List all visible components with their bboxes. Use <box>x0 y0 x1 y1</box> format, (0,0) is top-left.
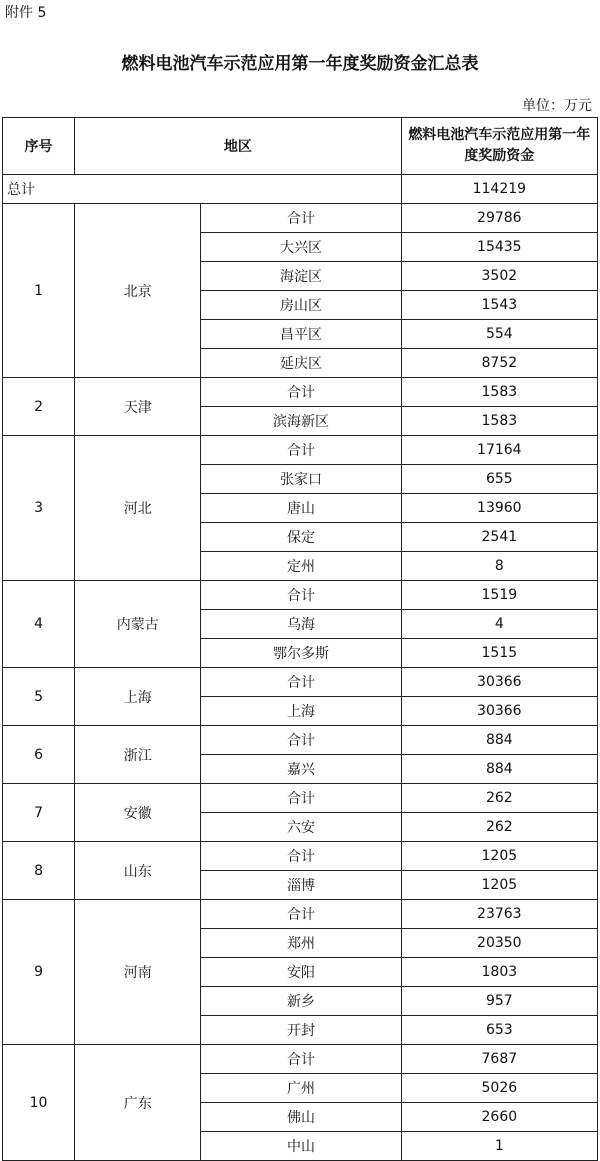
amount-value: 3502 <box>401 262 597 291</box>
group-number: 1 <box>3 204 75 378</box>
amount-value: 1205 <box>401 871 597 900</box>
subregion-name: 滨海新区 <box>201 407 401 436</box>
group-number: 7 <box>3 784 75 842</box>
group-number: 5 <box>3 668 75 726</box>
amount-value: 23763 <box>401 900 597 929</box>
amount-value: 30366 <box>401 668 597 697</box>
amount-value: 4 <box>401 610 597 639</box>
amount-value: 30366 <box>401 697 597 726</box>
subregion-name: 房山区 <box>201 291 401 320</box>
subregion-name: 合计 <box>201 1045 401 1074</box>
subregion-name: 合计 <box>201 726 401 755</box>
subregion-name: 鄂尔多斯 <box>201 639 401 668</box>
amount-value: 15435 <box>401 233 597 262</box>
province-name: 河南 <box>75 900 201 1045</box>
province-name: 安徽 <box>75 784 201 842</box>
amount-value: 1543 <box>401 291 597 320</box>
province-name: 山东 <box>75 842 201 900</box>
group-number: 2 <box>3 378 75 436</box>
amount-value: 884 <box>401 755 597 784</box>
amount-value: 29786 <box>401 204 597 233</box>
subregion-name: 嘉兴 <box>201 755 401 784</box>
subregion-name: 新乡 <box>201 987 401 1016</box>
amount-value: 17164 <box>401 436 597 465</box>
amount-value: 655 <box>401 465 597 494</box>
amount-value: 884 <box>401 726 597 755</box>
subregion-name: 开封 <box>201 1016 401 1045</box>
subregion-name: 佛山 <box>201 1103 401 1132</box>
amount-value: 5026 <box>401 1074 597 1103</box>
column-header-amount: 燃料电池汽车示范应用第一年度奖励资金 <box>401 118 597 175</box>
group-number: 10 <box>3 1045 75 1161</box>
table-row <box>3 784 598 813</box>
subregion-name: 合计 <box>201 900 401 929</box>
subregion-name: 昌平区 <box>201 320 401 349</box>
subregion-name: 海淀区 <box>201 262 401 291</box>
province-name: 内蒙古 <box>75 581 201 668</box>
amount-value: 554 <box>401 320 597 349</box>
province-name: 北京 <box>75 204 201 378</box>
column-header-region: 地区 <box>75 118 402 175</box>
province-name: 浙江 <box>75 726 201 784</box>
subregion-name: 上海 <box>201 697 401 726</box>
table-row <box>3 668 598 697</box>
funding-table <box>2 117 598 1161</box>
table-row <box>3 1045 598 1074</box>
subregion-name: 合计 <box>201 436 401 465</box>
amount-value: 653 <box>401 1016 597 1045</box>
attachment-label: 附件 5 <box>5 5 47 21</box>
total-value: 114219 <box>401 175 597 204</box>
subregion-name: 唐山 <box>201 494 401 523</box>
group-number: 4 <box>3 581 75 668</box>
amount-value: 8752 <box>401 349 597 378</box>
amount-value: 20350 <box>401 929 597 958</box>
subregion-name: 延庆区 <box>201 349 401 378</box>
subregion-name: 郑州 <box>201 929 401 958</box>
subregion-name: 保定 <box>201 523 401 552</box>
amount-value: 1803 <box>401 958 597 987</box>
table-row <box>3 726 598 755</box>
group-number: 3 <box>3 436 75 581</box>
subregion-name: 安阳 <box>201 958 401 987</box>
table-row <box>3 204 598 233</box>
subregion-name: 合计 <box>201 378 401 407</box>
subregion-name: 张家口 <box>201 465 401 494</box>
table-row <box>3 900 598 929</box>
subregion-name: 广州 <box>201 1074 401 1103</box>
subregion-name: 合计 <box>201 784 401 813</box>
subregion-name: 合计 <box>201 204 401 233</box>
group-number: 9 <box>3 900 75 1045</box>
amount-value: 262 <box>401 813 597 842</box>
subregion-name: 中山 <box>201 1132 401 1161</box>
province-name: 天津 <box>75 378 201 436</box>
amount-value: 13960 <box>401 494 597 523</box>
amount-value: 2660 <box>401 1103 597 1132</box>
subregion-name: 定州 <box>201 552 401 581</box>
table-row <box>3 581 598 610</box>
province-name: 河北 <box>75 436 201 581</box>
total-row <box>3 175 598 204</box>
total-label: 总计 <box>3 175 402 204</box>
group-number: 6 <box>3 726 75 784</box>
amount-value: 262 <box>401 784 597 813</box>
amount-value: 1519 <box>401 581 597 610</box>
amount-value: 1583 <box>401 378 597 407</box>
unit-label: 单位：万元 <box>522 98 592 114</box>
province-name: 广东 <box>75 1045 201 1161</box>
table-header-row <box>3 118 598 175</box>
subregion-name: 六安 <box>201 813 401 842</box>
table-row <box>3 378 598 407</box>
table-row <box>3 842 598 871</box>
subregion-name: 乌海 <box>201 610 401 639</box>
amount-value: 1583 <box>401 407 597 436</box>
table-row <box>3 436 598 465</box>
amount-value: 957 <box>401 987 597 1016</box>
amount-value: 8 <box>401 552 597 581</box>
amount-value: 1 <box>401 1132 597 1161</box>
subregion-name: 淄博 <box>201 871 401 900</box>
column-header-no: 序号 <box>3 118 75 175</box>
amount-value: 1515 <box>401 639 597 668</box>
subregion-name: 合计 <box>201 581 401 610</box>
subregion-name: 合计 <box>201 668 401 697</box>
group-number: 8 <box>3 842 75 900</box>
page-title: 燃料电池汽车示范应用第一年度奖励资金汇总表 <box>121 54 479 74</box>
amount-value: 7687 <box>401 1045 597 1074</box>
province-name: 上海 <box>75 668 201 726</box>
amount-value: 2541 <box>401 523 597 552</box>
subregion-name: 大兴区 <box>201 233 401 262</box>
amount-value: 1205 <box>401 842 597 871</box>
subregion-name: 合计 <box>201 842 401 871</box>
